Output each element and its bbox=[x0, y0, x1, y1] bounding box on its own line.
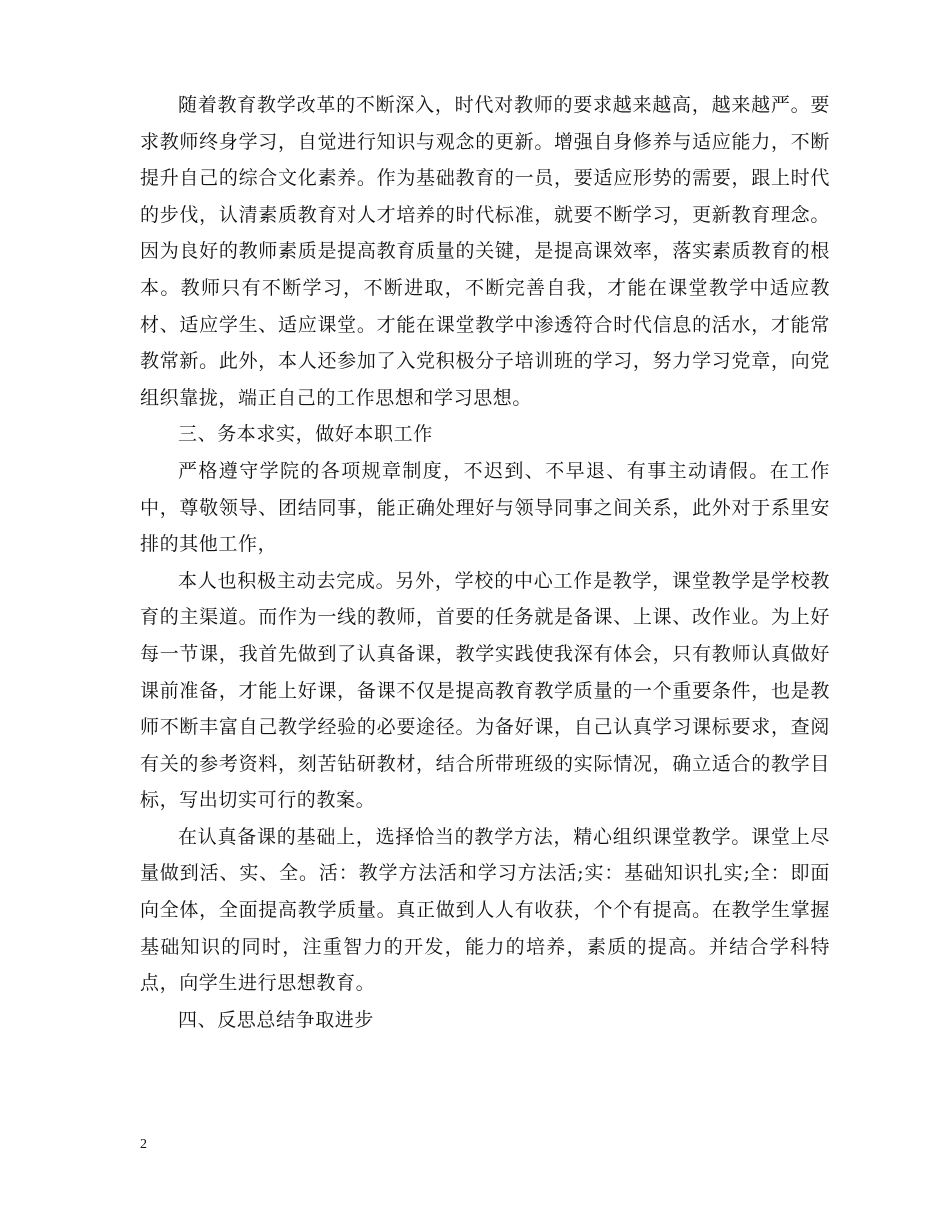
paragraph-rules: 严格遵守学院的各项规章制度，不迟到、不早退、有事主动请假。在工作中，尊敬领导、团结同事，能正确处理好与领导同事之间关系，此外对于系里安排的其他工作， bbox=[140, 459, 830, 556]
paragraph-lesson-prep: 本人也积极主动去完成。另外，学校的中心工作是教学，课堂教学是学校教育的主渠道。而作为一线的教师，首要的任务就是备课、上课、改作业。为上好每一节课，我首先做到了认真备课，教学实践使我深有体会，只有教师认真做好课前准备，才能上好课，备课不仅是提高教育教学质量的一个重要条件，也是教师不断丰富自己教学经验的必要途径。为备好课，自己认真学习课标要求，查阅有关的参考资料，刻苦钻研教材，结合所带班级的实际情况，确立适合的教学目标，写出切实可行的教案。 bbox=[140, 569, 830, 812]
section-heading-4: 四、反思总结争取进步 bbox=[178, 1008, 375, 1031]
page-number: 2 bbox=[140, 1137, 147, 1152]
section-heading-3: 三、务本求实，做好本职工作 bbox=[178, 423, 433, 446]
paragraph-study: 随着教育教学改革的不断深入，时代对教师的要求越来越高，越来越严。要求教师终身学习，自觉进行知识与观念的更新。增强自身修养与适应能力，不断提升自己的综合文化素养。作为基础教育的一员，要适应形势的需要，跟上时代的步伐，认清素质教育对人才培养的时代标准，就要不断学习，更新教育理念。因为良好的教师素质是提高教育质量的关键，是提高课效率，落实素质教育的根本。教师只有不断学习，不断进取，不断完善自我，才能在课堂教学中适应教材、适应学生、适应课堂。才能在课堂教学中渗透符合时代信息的活水，才能常教常新。此外，本人还参加了入党积极分子培训班的学习，努力学习党章，向党组织靠拢，端正自己的工作思想和学习思想。 bbox=[140, 94, 830, 409]
document-body bbox=[140, 87, 830, 1038]
paragraph-teaching-method: 在认真备课的基础上，选择恰当的教学方法，精心组织课堂教学。课堂上尽量做到活、实、全。活：教学方法活和学习方法活;实：基础知识扎实;全：即面向全体，全面提高教学质量。真正做到人人有收获，个个有提高。在教学生掌握基础知识的同时，注重智力的开发，能力的培养，素质的提高。并结合学科特点，向学生进行思想教育。 bbox=[140, 825, 830, 995]
